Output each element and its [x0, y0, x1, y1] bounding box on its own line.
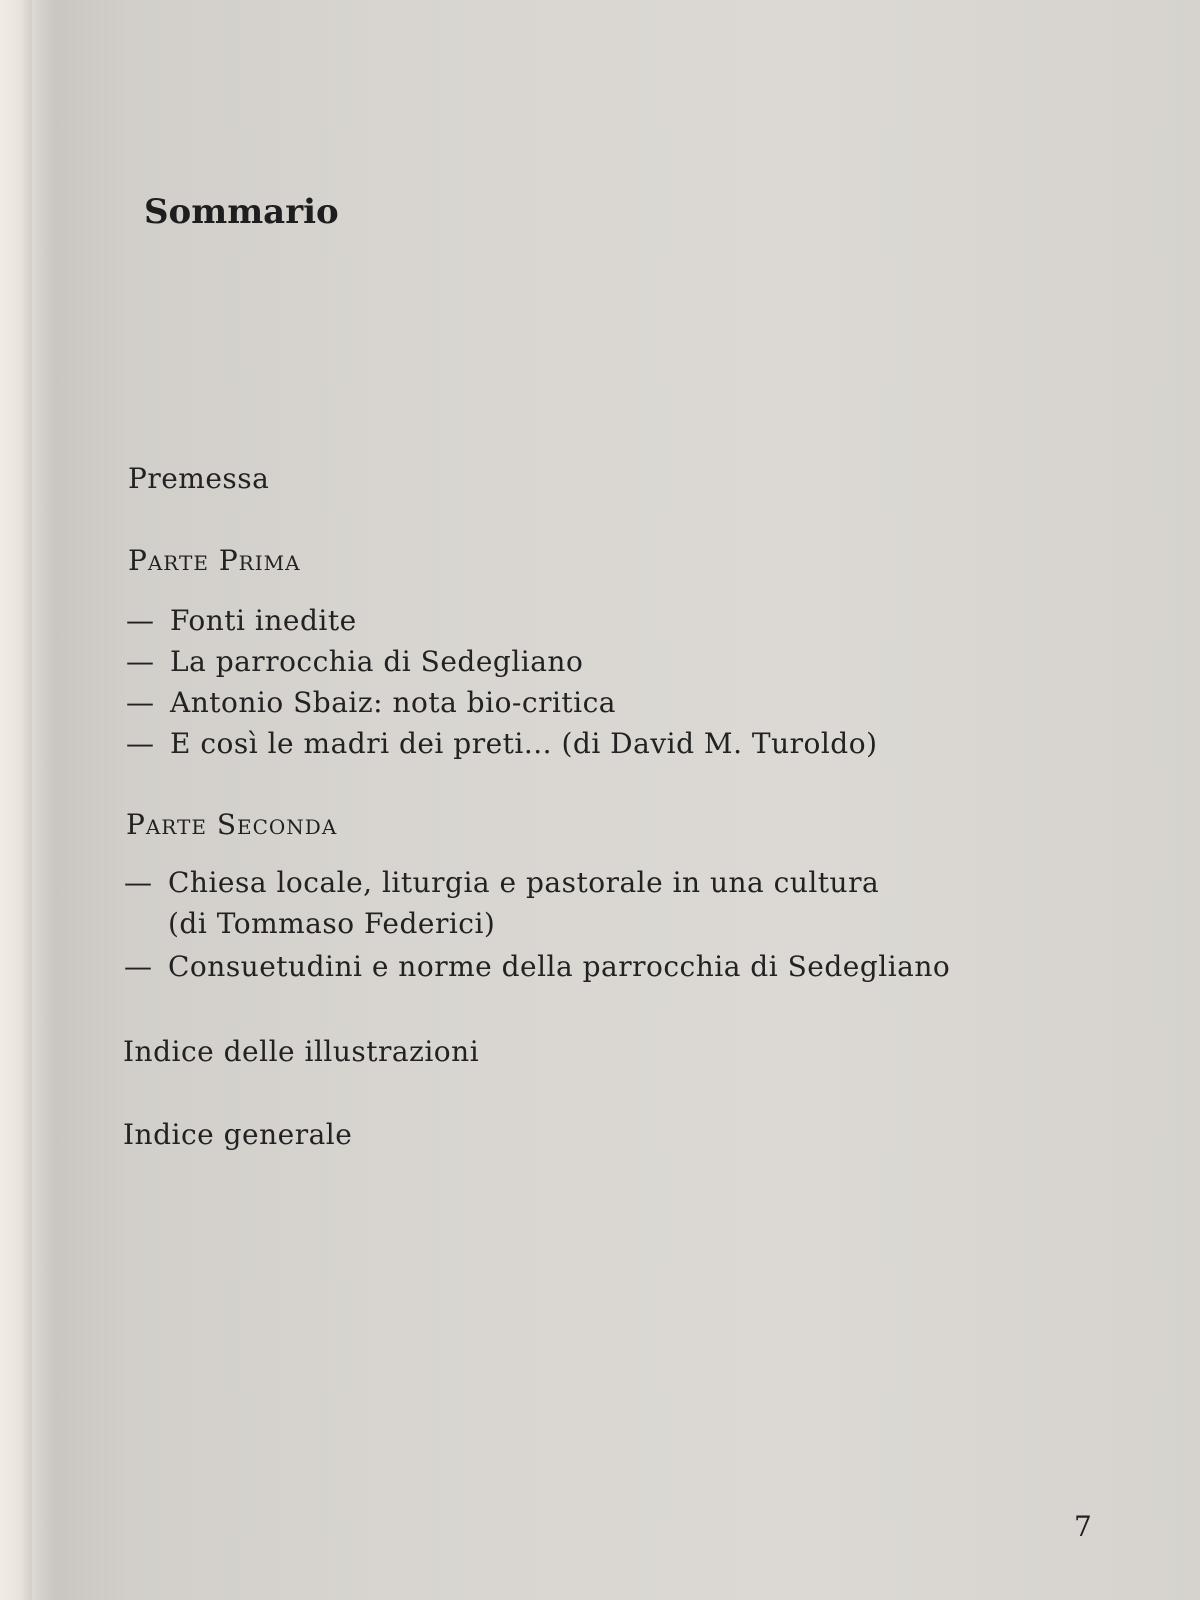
dash: — — [126, 686, 155, 719]
toc-entry — [126, 686, 616, 719]
dash: — — [126, 727, 155, 760]
toc-entry-label: La parrocchia di Sedegliano — [170, 645, 584, 678]
toc-entry — [126, 604, 357, 637]
toc-entry-label: Antonio Sbaiz: nota bio-critica — [170, 686, 616, 719]
toc-entry-indice-generale: Indice generale — [123, 1118, 353, 1151]
toc-entry-premessa: Premessa — [128, 462, 270, 495]
toc-entry — [124, 866, 879, 899]
section-heading-parte-prima: Parte Prima — [128, 544, 301, 577]
toc-entry — [126, 645, 583, 678]
toc-entry-label: E così le madri dei preti... (di David M. Turoldo) — [170, 727, 878, 760]
page-number: 7 — [1074, 1510, 1092, 1543]
dash: — — [124, 950, 153, 983]
toc-entry-continuation: (di Tommaso Federici) — [168, 907, 496, 940]
toc-entry — [124, 950, 950, 983]
section-heading-parte-seconda: Parte Seconda — [126, 808, 338, 841]
toc-entry-indice-illustrazioni: Indice delle illustrazioni — [123, 1035, 480, 1068]
dash: — — [126, 645, 155, 678]
toc-entry — [126, 727, 878, 760]
toc-entry-label: Fonti inedite — [170, 604, 357, 637]
dash: — — [126, 604, 155, 637]
page-title: Sommario — [144, 192, 339, 232]
toc-entry-label: Chiesa locale, liturgia e pastorale in una cultura — [168, 866, 880, 899]
dash: — — [124, 866, 153, 899]
toc-entry-label: Consuetudini e norme della parrocchia di Sedegliano — [168, 950, 951, 983]
